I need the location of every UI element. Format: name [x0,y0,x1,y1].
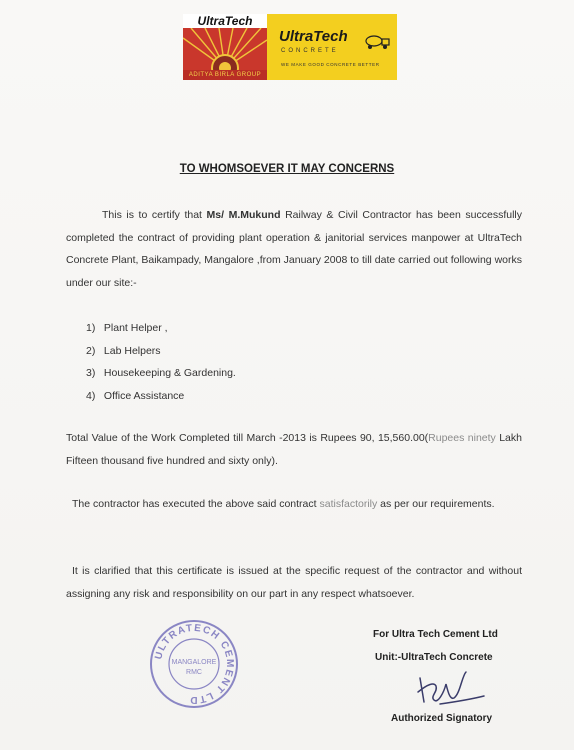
signoff-unit: Unit:-UltraTech Concrete [375,652,493,663]
total-value-text-b: Lakh Fifteen thousand five hundred and sixty only). [66,432,522,467]
total-value-paragraph [66,427,522,472]
execution-faded: satisfactorily [319,498,378,510]
ultratech-logo [183,14,397,80]
certify-paragraph [66,204,522,294]
list-item-number: 3) [86,367,96,379]
list-item-text: Plant Helper , [103,322,168,334]
mixer-truck-icon [363,34,391,50]
list-item [86,340,236,363]
contractor-name: Ms/ M.Mukund [206,209,281,221]
clarification-paragraph: It is clarified that this certificate is issued at the specific request of the contractor and without assigning any risk and responsibility on our part in any respect whatsoever. [66,565,522,600]
execution-paragraph [66,493,522,516]
page-title: TO WHOMSOEVER IT MAY CONCERNS [179,163,395,175]
list-item-number: 4) [86,389,96,402]
logo-sub: CONCRETE [281,48,339,54]
list-item [86,385,236,408]
logo-brand-right: UltraTech [279,28,348,45]
logo-brand-left: UltraTech [183,14,267,28]
stamp-ring-text: ULTRATECH CEMENT LTD [153,622,236,706]
logo-left-panel [183,14,267,80]
certify-text-a: This is to certify that [102,209,207,221]
stamp-line2: RMC [186,669,202,676]
logo-right-panel [267,14,397,80]
handwritten-signature [410,666,488,710]
logo-tagline: WE MAKE GOOD CONCRETE BETTER [281,62,380,67]
total-value-faded: Rupees ninety [428,432,496,444]
list-item-text: Lab Helpers [103,344,161,357]
sunburst-icon [183,28,267,70]
execution-text-a: The contractor has executed the above said contract [72,498,320,510]
list-item-number: 2) [86,344,96,357]
list-item [86,317,236,340]
logo-group-name: ADITYA BIRLA GROUP [183,70,267,80]
total-value-text-a: Total Value of the Work Completed till March -2013 is Rupees 90, 15,560.00( [66,432,429,444]
list-item-number: 1) [86,322,96,334]
works-list [86,317,236,407]
list-item [86,362,236,385]
signoff-company: For Ultra Tech Cement Ltd [373,629,498,640]
execution-text-b: as per our requirements. [377,498,495,510]
company-stamp [148,618,240,710]
list-item-text: Housekeeping & Gardening. [103,367,236,379]
certify-text-b: Railway & Civil Contractor has been successfully completed the contract of providing plant operation & janitorial services manpower at UltraTech Concrete Plant, Baikampady, Mangalore ,from January 2008 to till date carried out following works under our site:- [66,209,522,289]
list-item-text: Office Assistance [103,389,185,402]
signoff-role: Authorized Signatory [391,713,493,724]
stamp-line1: MANGALORE [171,659,217,666]
